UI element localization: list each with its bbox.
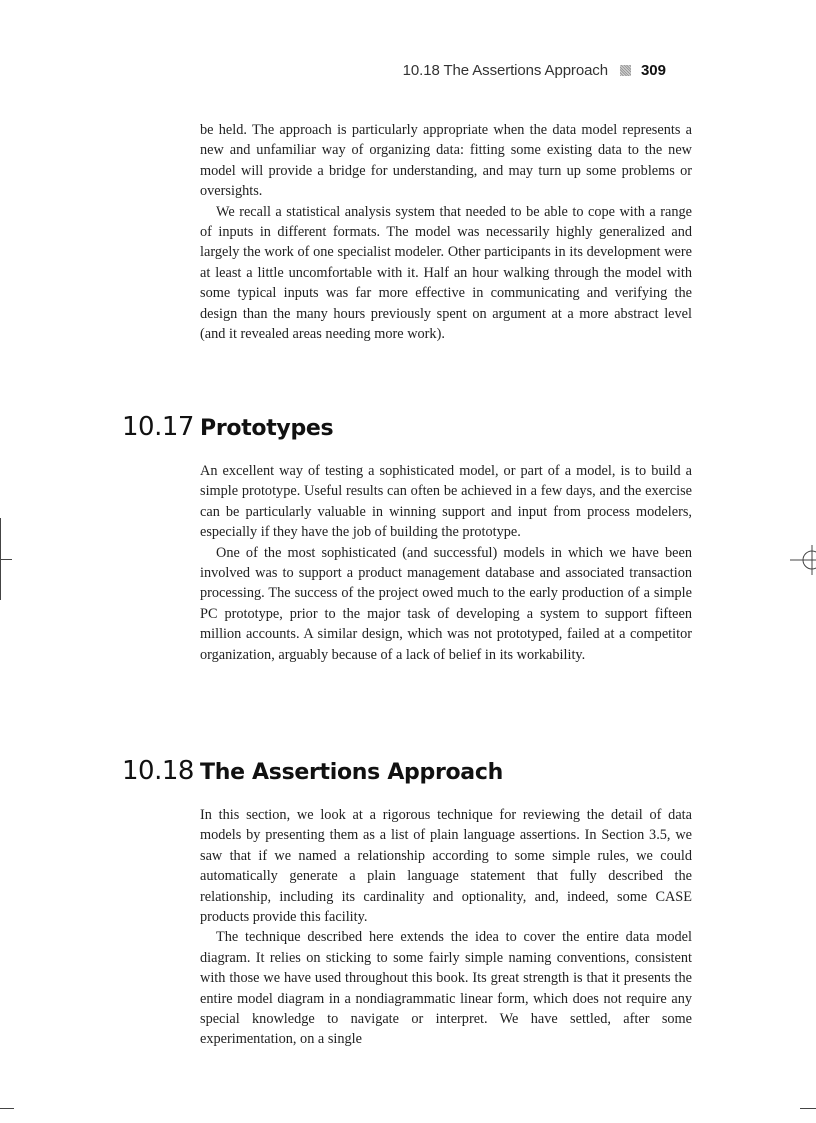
- section-title: Prototypes: [200, 416, 334, 441]
- registration-mark-icon: [790, 545, 816, 575]
- section-number: 10.17: [122, 412, 194, 442]
- section-number: 10.18: [122, 756, 194, 786]
- paragraph: An excellent way of testing a sophisticated model, or part of a model, is to build a simple prototype. Useful results can often be achieved in a few days, and the exercise can be particularly valuable in winning support and input from process modelers, especially if they have the job of building the prototype.: [200, 463, 692, 541]
- crop-mark-left-tick: [0, 559, 12, 560]
- paragraph: The technique described here extends the idea to cover the entire data model diagram. It relies on sticking to some fairly simple naming conventions, consistent with those we have used throughout this book. Its great strength is that it presents the entire model diagram in a nondiagrammatic linear form, which does not require any special knowledge to navigate or interpret. We have settled, after some experimentation, on a single: [200, 929, 692, 1048]
- section-heading-10-18: [122, 756, 503, 786]
- paragraph: One of the most sophisticated (and successful) models in which we have been involved was to support a product management database and associated transaction processing. The success of the project owed much to the early production of a simple PC prototype, prior to the major task of developing a system to support fifteen million accounts. A similar design, which was not prototyped, failed at a competitor organization, arguably because of a lack of belief in its workability.: [200, 544, 692, 663]
- paragraph: In this section, we look at a rigorous technique for reviewing the detail of data models by presenting them as a list of plain language assertions. In Section 3.5, we saw that if we named a relationship according to some simple rules, we could automatically generate a plain language statement that fully described the relationship, including its cardinality and optionality, and, indeed, some CASE products provide this facility.: [200, 807, 692, 926]
- section-heading-10-17: [122, 412, 333, 442]
- paragraph: We recall a statistical analysis system that needed to be able to cope with a range of inputs in different formats. The model was necessarily highly generalized and largely the work of one specialist modeler. Other participants in its development were at least a little uncomfortable with it. Half an hour walking through the model with some typical inputs was far more effective in communicating and verifying the design than the many hours previously spent on argument at a more abstract level (and it revealed areas needing more work).: [200, 203, 692, 343]
- crop-mark-bottom-left: [0, 1108, 14, 1109]
- paragraph: be held. The approach is particularly appropriate when the data model represents a new and unfamiliar way of organizing data: fitting some existing data to the new model will provide a bridge for understanding, and may turn up some problems or oversights.: [200, 122, 692, 200]
- section-body-10-17: [200, 461, 692, 665]
- crop-mark-bottom-right: [800, 1108, 816, 1109]
- section-title: The Assertions Approach: [200, 760, 503, 785]
- intro-text: [200, 120, 692, 344]
- section-body-10-18: [200, 805, 692, 1050]
- running-header: [403, 62, 666, 79]
- page-number: 309: [640, 62, 666, 79]
- header-square-icon: [620, 65, 631, 76]
- running-title: 10.18 The Assertions Approach: [402, 62, 608, 79]
